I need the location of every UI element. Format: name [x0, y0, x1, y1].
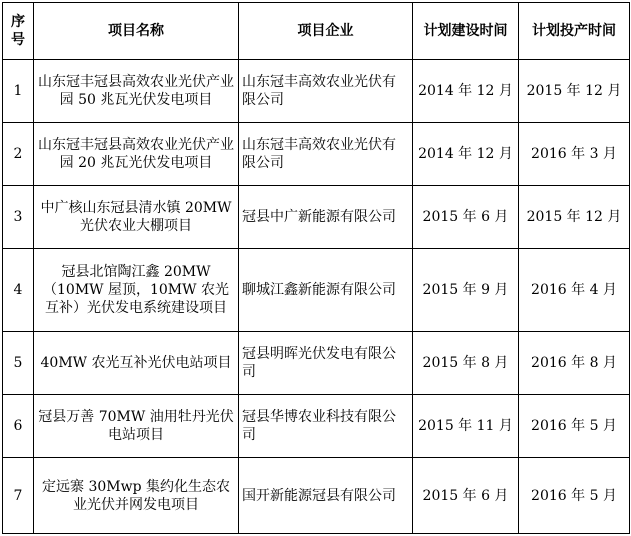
production-time: 2016 年 3 月	[519, 123, 630, 186]
row-number: 2	[3, 123, 34, 186]
table-row	[3, 123, 630, 186]
table-row	[3, 249, 630, 332]
header-row	[3, 3, 630, 60]
build-time: 2014 年 12 月	[413, 60, 519, 123]
row-number: 5	[3, 332, 34, 395]
project-company: 冠县中广新能源有限公司	[239, 186, 413, 249]
production-time: 2016 年 5 月	[519, 395, 630, 458]
production-time: 2016 年 4 月	[519, 249, 630, 332]
row-number: 7	[3, 458, 34, 534]
production-time: 2015 年 12 月	[519, 186, 630, 249]
project-name: 定远寨 30Mwp 集约化生态农业光伏并网发电项目	[34, 458, 239, 534]
project-name: 中广核山东冠县清水镇 20MW 光伏农业大棚项目	[34, 186, 239, 249]
table-row	[3, 332, 630, 395]
header-production-time: 计划投产时间	[519, 3, 630, 60]
table-row	[3, 60, 630, 123]
project-table	[2, 2, 630, 534]
production-time: 2015 年 12 月	[519, 60, 630, 123]
project-name: 冠县北馆陶江鑫 20MW（10MW 屋顶，10MW 农光互补）光伏发电系统建设项目	[34, 249, 239, 332]
build-time: 2015 年 6 月	[413, 186, 519, 249]
header-project-name: 项目名称	[34, 3, 239, 60]
row-number: 4	[3, 249, 34, 332]
row-number: 1	[3, 60, 34, 123]
project-name: 山东冠丰冠县高效农业光伏产业园 20 兆瓦光伏发电项目	[34, 123, 239, 186]
header-build-time: 计划建设时间	[413, 3, 519, 60]
project-company: 冠县明晖光伏发电有限公司	[239, 332, 413, 395]
build-time: 2015 年 9 月	[413, 249, 519, 332]
table-row	[3, 458, 630, 534]
production-time: 2016 年 8 月	[519, 332, 630, 395]
row-number: 6	[3, 395, 34, 458]
project-name: 40MW 农光互补光伏电站项目	[34, 332, 239, 395]
table-row	[3, 186, 630, 249]
production-time: 2016 年 5 月	[519, 458, 630, 534]
project-company: 冠县华博农业科技有限公司	[239, 395, 413, 458]
header-company: 项目企业	[239, 3, 413, 60]
build-time: 2015 年 6 月	[413, 458, 519, 534]
project-name: 山东冠丰冠县高效农业光伏产业园 50 兆瓦光伏发电项目	[34, 60, 239, 123]
header-no: 序号	[3, 3, 34, 60]
project-company: 国开新能源冠县有限公司	[239, 458, 413, 534]
project-name: 冠县万善 70MW 油用牡丹光伏电站项目	[34, 395, 239, 458]
project-company: 山东冠丰高效农业光伏有限公司	[239, 60, 413, 123]
build-time: 2015 年 8 月	[413, 332, 519, 395]
project-company: 山东冠丰高效农业光伏有限公司	[239, 123, 413, 186]
row-number: 3	[3, 186, 34, 249]
build-time: 2014 年 12 月	[413, 123, 519, 186]
project-company: 聊城江鑫新能源有限公司	[239, 249, 413, 332]
build-time: 2015 年 11 月	[413, 395, 519, 458]
table-row	[3, 395, 630, 458]
